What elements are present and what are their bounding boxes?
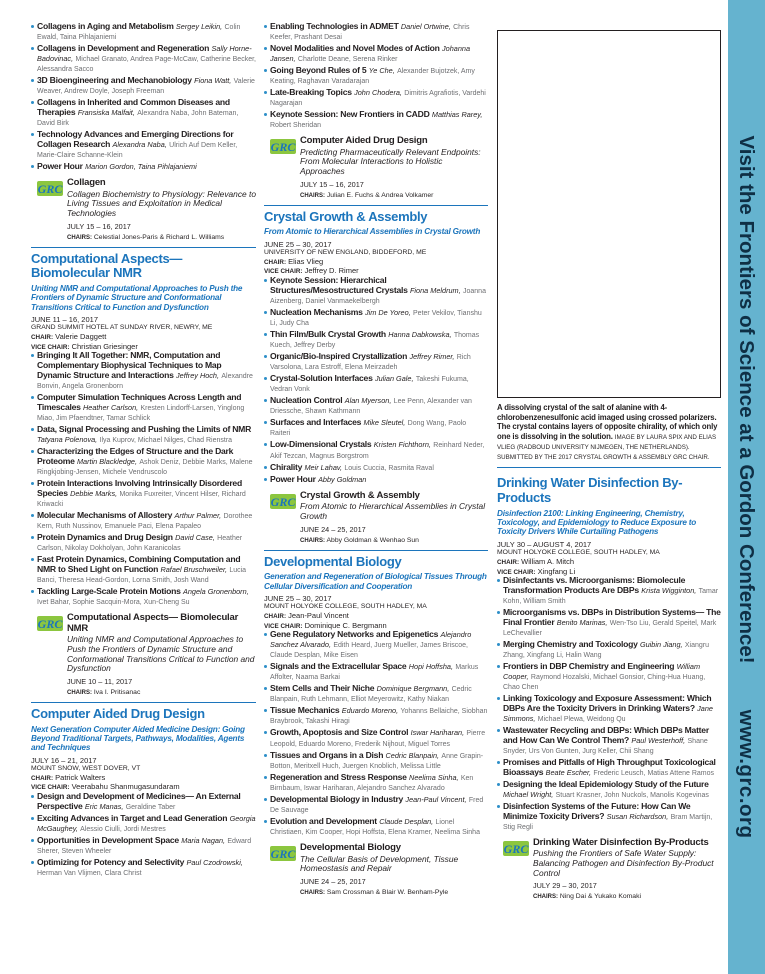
session-chair: Fransiska Malfait,: [77, 108, 135, 118]
session-chair: Paul Czodrowski,: [186, 857, 243, 867]
session-title: Frontiers in DBP Chemistry and Engineering: [503, 661, 675, 672]
column-3: [497, 22, 721, 906]
grc-logo-icon: [270, 844, 296, 864]
session-item: [264, 630, 488, 660]
session-chair: Eric Manas,: [84, 801, 124, 811]
session-title: Optimizing for Potency and Selectivity: [37, 856, 185, 867]
session-chair: Dominique Bergmann,: [376, 684, 450, 694]
session-chair: Georgia McGaughey,: [37, 813, 256, 833]
seminar-subtitle: Predicting Pharmaceutically Relevant Endpoints: From Molecular Interactions to Holistic Approaches: [300, 146, 481, 177]
session-item: [31, 162, 256, 172]
session-title: Disinfectants vs. Microorganisms: Biomolecule Transformation Products Are DBPs: [503, 575, 686, 595]
session-item: [264, 475, 488, 485]
session-speakers: Edith Heard, Juerg Mueller, James Briscoe, Claude Desplan, Mike Eisen: [270, 642, 468, 660]
session-item: [264, 110, 488, 130]
session-speakers: Alexandra Naba, John Bateman, David Birk: [37, 110, 239, 128]
session-chair: Marion Gordon, Taina Pihlajaniemi: [85, 162, 197, 172]
session-title: Tissue Mechanics: [270, 705, 340, 716]
session-title: Opportunities in Development Space: [37, 834, 179, 845]
seminar-subtitle: Collagen Biochemistry to Physiology: Relevance to Living Tissues and Exploitation in Medical Technologies: [67, 188, 256, 219]
session-speakers: Lucia Banci, Theresa Head-Gordon, Lorna Smith, Josh Wand: [37, 567, 247, 585]
nmr-sessions: [31, 351, 256, 607]
session-speakers: Fred De Sauvage: [270, 796, 484, 814]
session-item: [31, 858, 256, 878]
session-title: Computer Simulation Techniques Across Length and Timescales: [37, 392, 242, 413]
session-title: Organic/Bio-Inspired Crystallization: [270, 351, 408, 362]
session-chair: Hanna Dabkowska,: [388, 330, 452, 339]
session-chair: Krista Wigginton,: [641, 585, 697, 595]
session-title: Developmental Biology in Industry: [270, 793, 404, 804]
session-speakers: Bram Martijn, Stig Regli: [503, 813, 713, 831]
session-speakers: Michael Plewa, Weidong Qu: [537, 715, 626, 723]
session-speakers: Charlotte Deane, Serena Rinker: [297, 55, 398, 63]
seminar-title: Crystal Growth & Assembly: [300, 489, 420, 501]
cadd-sessions: [31, 792, 256, 878]
session-item: [31, 792, 256, 812]
session-speakers: Dorothee Kern, Ruth Nussinov, Emanuele Paci, Elena Papaleo: [37, 513, 253, 531]
session-title: Power Hour: [270, 473, 316, 484]
session-speakers: Kresten Lindorff-Larsen, Yinglong Miao, Jim Pfaendtner, Tamar Schlick: [37, 405, 245, 423]
session-chair: Daniel Ortwine,: [400, 22, 451, 31]
session-item: [31, 814, 256, 834]
session-title: Surfaces and Interfaces: [270, 417, 362, 428]
session-speakers: Lionel Christiaen, Kim Cooper, Hopi Hoffsta, Elena Kramer, Neelima Sinha: [270, 818, 480, 836]
session-title: Collagens in Inherited and Common Diseases and Therapies: [37, 97, 230, 118]
session-speakers: Edward Sherer, Steven Wheeler: [37, 837, 252, 855]
session-item: [264, 330, 488, 350]
session-title: Merging Chemistry and Toxicology: [503, 639, 638, 649]
session-item: [497, 576, 721, 606]
session-chair: Julian Gale,: [374, 374, 414, 384]
session-speakers: Anne Grapin-Botton, Meritxell Huch, Juergen Knoblich, Melissa Little: [270, 752, 484, 770]
session-title: Signals and the Extracellular Space: [270, 661, 407, 672]
grc-logo-icon: [37, 614, 63, 634]
session-chair: Matthias Rarey,: [431, 110, 483, 120]
session-title: Going Beyond Rules of 5: [270, 65, 367, 76]
session-speakers: Louis Cuccia, Rasmita Raval: [344, 464, 434, 472]
session-speakers: Monika Fuxreiter, Vincent Hilser, Richard Kriwacki: [37, 490, 246, 508]
column-2: [264, 22, 488, 902]
session-item: [264, 751, 488, 771]
seminar-chairs: CHAIRS: Celestial Jones-Paris & Richard L. Williams: [67, 233, 225, 241]
session-item: [497, 758, 721, 778]
session-item: [264, 662, 488, 682]
session-title: Designing the Ideal Epidemiology Study of the Future: [503, 778, 709, 789]
conference-meta: JUNE 11 – 16, 2017 GRAND SUMMIT HOTEL AT SUNDAY RIVER, NEWRY, ME CHAIR: Valerie Daggett VICE CHAIR: Christian Griesinger: [31, 315, 213, 351]
session-speakers: Wen-Tso Liu, Gerald Speitel, Mark LeChevallier: [503, 619, 717, 637]
session-speakers: Dimitris Agrafiotis, Vardehi Nagarajan: [270, 90, 486, 108]
divider: [264, 205, 488, 206]
session-item: [264, 463, 488, 473]
session-chair: Susan Richardson,: [606, 811, 669, 821]
session-title: Collagens in Aging and Metabolism: [37, 21, 174, 31]
session-title: Collagens in Development and Regeneration: [37, 43, 210, 54]
session-chair: Sergey Leikin,: [175, 22, 223, 31]
session-speakers: Valerie Weaver, Andrew Doyle, Joseph Freeman: [37, 78, 255, 96]
session-chair: Jim De Yoreo,: [364, 307, 411, 317]
session-speakers: Ilya Kuprov, Michael Nilges, Chad Rienstra: [99, 437, 233, 445]
session-item: [31, 555, 256, 585]
session-item: [31, 511, 256, 531]
session-item: [264, 374, 488, 394]
seminar-dates: JULY 15 – 16, 2017: [67, 221, 131, 231]
session-speakers: Ken Birnbaum, Iswar Hariharan, Alejandro Sanchez Alvarado: [270, 774, 474, 792]
session-item: [264, 440, 488, 460]
conference-subtitle: Uniting NMR and Computational Approaches to Push the Frontiers of Dynamic Structure and Conformational Transitions Critical to Function and Dysfunction: [31, 283, 243, 312]
session-title: Fast Protein Dynamics, Combining Computation and NMR to Shed Light on Function: [37, 554, 241, 575]
seminar-dates: JUNE 24 – 25, 2017: [300, 524, 366, 534]
conference-meta: JULY 16 – 21, 2017 MOUNT SNOW, WEST DOVER, VT CHAIR: Patrick Walters VICE CHAIR: Veerabahu Shanmugasundaram: [31, 755, 180, 792]
session-chair: Meir Lahav,: [304, 462, 343, 472]
session-item: [497, 802, 721, 832]
session-chair: Sally Horne-Badovinac,: [37, 44, 252, 63]
session-title: Thin Film/Bulk Crystal Growth: [270, 329, 386, 339]
session-speakers: Robert Sheridan: [270, 122, 321, 130]
session-chair: Alan Myerson,: [344, 396, 392, 406]
session-item: [31, 22, 256, 42]
session-item: [31, 351, 256, 391]
seminar-subtitle: The Cellular Basis of Development, Tissue Homeostasis and Repair: [300, 853, 459, 874]
svg-text:GRC: GRC: [37, 617, 63, 632]
session-item: [31, 425, 256, 445]
divider: [31, 702, 256, 703]
session-chair: Maria Nagan,: [181, 835, 226, 845]
crystal-photo: [497, 30, 721, 398]
grc-logo-icon: [37, 179, 63, 199]
sidebar-tagline: Visit the Frontiers of Science at a Gordon Conference!: [735, 135, 758, 664]
session-title: Protein Dynamics and Drug Design: [37, 532, 173, 543]
session-title: Bringing It All Together: NMR, Computation and Complementary Biophysical Techniques to Map Dynamic Structure and Interactions: [37, 350, 222, 381]
seminar-title: Collagen: [67, 177, 106, 189]
session-chair: Beate Escher,: [545, 767, 592, 777]
seminar-subtitle: Uniting NMR and Computational Approaches to Push the Frontiers of Dynamic Structure and Conformational Transitions Critical to Function and Dysfunction: [67, 634, 255, 674]
session-chair: Paul Westerhoff,: [631, 735, 686, 745]
session-speakers: Ashok Deniz, Debbie Marks, Malene Ringkjobing-Jensen, Michele Vendruscolo: [37, 458, 253, 476]
session-title: Protein Interactions Involving Intrinsically Disordered Species: [37, 478, 242, 498]
conference-meta: JUNE 25 – 30, 2017 UNIVERSITY OF NEW ENGLAND, BIDDEFORD, ME CHAIR: Elias Vlieg VICE CHAIR: Jeffrey D. Rimer: [264, 239, 427, 276]
conference-heading: Computational Aspects— Biomolecular NMR: [31, 250, 183, 281]
session-speakers: Heather Carlson, Nikolay Dokholyan, John Karanicolas: [37, 535, 243, 553]
seminar-dates: JUNE 10 – 11, 2017: [67, 676, 133, 686]
session-chair: Benito Marinas,: [556, 617, 608, 627]
session-chair: Cedric Blanpain,: [385, 750, 440, 760]
session-speakers: Michael Granato, Andrea Page-McCaw, Catherine Becker, Alessandra Sacco: [37, 55, 256, 74]
session-item: [31, 76, 256, 96]
session-item: [264, 706, 488, 726]
session-speakers: Ivet Bahar, Sophie Sacquin-Mora, Xun-Cheng Su: [37, 599, 190, 607]
sidebar-url[interactable]: www.grc.org: [735, 709, 758, 839]
sidebar-band: [728, 0, 765, 974]
session-chair: Jeffrey Hoch,: [176, 371, 220, 381]
session-chair: Claude Desplan,: [379, 816, 434, 826]
session-speakers: Ulrich Auf Dem Keller, Marie-Claire Schanne-Klein: [37, 142, 238, 160]
session-title: Crystal-Solution Interfaces: [270, 373, 373, 384]
photo-caption: A dissolving crystal of the salt of alanine with 4-chlorobenzenesulfonic acid imaged using crossed polarizers. The crystal contains layers of opposite chirality, of which only one is dissolving in the solution. IMAGE BY LAURA SPIX AND ELIAS VLIEG (RADBOUD UNIVERSITY NIJMEGEN, THE NETHERLANDS). SUBMITTED BY THE 2017 CRYSTAL GROWTH & ASSEMBLY GRC CHAIR.: [497, 403, 718, 461]
divider: [497, 467, 721, 468]
session-title: Late-Breaking Topics: [270, 87, 352, 98]
seminar-subtitle: From Atomic to Hierarchical Assemblies in Crystal Growth: [300, 501, 486, 521]
seminar-title: Computer Aided Drug Design: [300, 135, 428, 147]
session-title: Low-Dimensional Crystals: [270, 439, 372, 450]
session-title: Tissues and Organs in a Dish: [270, 749, 384, 760]
session-chair: Johanna Jansen,: [270, 44, 470, 63]
session-item: [31, 587, 256, 607]
divider: [31, 247, 256, 248]
water-seminar-box: [497, 838, 721, 901]
conference-subtitle: From Atomic to Hierarchical Assemblies in Crystal Growth: [264, 227, 481, 237]
session-speakers: Peter Vekilov, Tianshu Li, Judy Cha: [270, 309, 482, 327]
grc-logo-icon: [270, 137, 296, 157]
session-item: [264, 795, 488, 815]
conference-subtitle: Next Generation Computer Aided Medicine Design: Going Beyond Traditional Targets, Pathways, Modalities, Agents and Techniques: [31, 724, 245, 753]
session-speakers: Alessio Ciulli, Jordi Mestres: [80, 825, 166, 833]
session-title: Keynote Session: New Frontiers in CADD: [270, 109, 430, 120]
session-title: Enabling Technologies in ADMET: [270, 21, 399, 31]
session-chair: John Chodera,: [354, 88, 402, 98]
seminar-chairs: CHAIRS: Ning Dai & Yukako Komaki: [533, 893, 641, 901]
session-title: Molecular Mechanisms of Allostery: [37, 510, 173, 521]
session-title: 3D Bioengineering and Mechanobiology: [37, 75, 192, 86]
conference-heading: Computer Aided Drug Design: [31, 705, 205, 721]
session-item: [264, 276, 488, 306]
session-title: Tackling Large-Scale Protein Motions: [37, 586, 181, 597]
session-title: Linking Toxicology and Exposure Assessment: Which DBPs Are the Toxicity Drivers in Drinking Waters?: [503, 693, 712, 713]
session-item: [497, 694, 721, 724]
seminar-dates: JUNE 24 – 25, 2017: [300, 876, 366, 886]
session-speakers: Takeshi Fukuma, Vedran Vonk: [270, 376, 469, 394]
session-chair: Hopi Hoffsha,: [408, 662, 453, 672]
svg-text:GRC: GRC: [503, 841, 529, 856]
session-chair: David Case,: [175, 533, 215, 543]
svg-text:GRC: GRC: [270, 846, 296, 861]
collagen-seminar-box: [31, 178, 256, 241]
session-chair: Rafael Bruschweiler,: [160, 565, 227, 575]
session-item: [264, 88, 488, 108]
session-item: [264, 22, 488, 42]
session-item: [31, 44, 256, 74]
session-item: [264, 44, 488, 64]
seminar-title: Drinking Water Disinfection By-Products: [533, 836, 709, 848]
session-chair: Fiona Meldrum,: [409, 285, 461, 295]
svg-text:GRC: GRC: [270, 140, 296, 155]
session-item: [264, 684, 488, 704]
session-item: [264, 308, 488, 328]
session-title: Wastewater Recycling and DBPs: Which DBPs Matter and How Can We Control Them?: [503, 724, 709, 745]
session-speakers: Lee Penn, Alexander van Driessche, Shawn Kathmann: [270, 398, 472, 416]
session-chair: Eduardo Moreno,: [341, 706, 399, 716]
session-speakers: Alexander Bujotzek, Amy Keating, Raghavan Varadarajan: [270, 68, 475, 86]
session-speakers: Pierre Leopold, Eduardo Moreno, Frederik Nijhout, Miguel Torres: [270, 730, 486, 748]
cadd-sessions-continued: [264, 22, 488, 130]
session-title: Nucleation Control: [270, 395, 343, 406]
session-title: Technology Advances and Emerging Directions for Collagen Research: [37, 129, 234, 149]
session-title: Regeneration and Stress Response: [270, 771, 407, 782]
photo-credit: IMAGE BY LAURA SPIX AND ELIAS VLIEG (RADBOUD UNIVERSITY NIJMEGEN, THE NETHERLANDS). SUBMITTED BY THE 2017 CRYSTAL GROWTH & ASSEMBLY GRC CHAIR.: [497, 434, 717, 461]
session-speakers: Shane Snyder, Urs Von Gunten, Jurg Keller, Chii Shang: [503, 737, 708, 755]
session-title: Gene Regulatory Networks and Epigenetics: [270, 629, 439, 640]
session-title: Design and Development of Medicines— An External Perspective: [37, 791, 241, 811]
session-speakers: Alexandre Bonvin, Angela Gronenborn: [37, 373, 253, 391]
seminar-chairs: CHAIRS: Julian E. Fuchs & Andrea Volkamer: [300, 191, 434, 199]
nmr-seminar-box: [31, 613, 256, 696]
conference-meta: JULY 30 – AUGUST 4, 2017 MOUNT HOLYOKE COLLEGE, SOUTH HADLEY, MA CHAIR: William A. Mitch VICE CHAIR: Xingfang Li: [497, 539, 660, 576]
session-title: Data, Signal Processing and Pushing the Limits of NMR: [37, 424, 252, 435]
divider: [264, 550, 488, 551]
session-item: [31, 130, 256, 160]
cadd-seminar-box: [264, 136, 488, 199]
grc-logo-icon: [270, 492, 296, 512]
session-chair: Jeffrey Rimer,: [409, 352, 455, 362]
collagen-sessions: [31, 22, 256, 172]
session-chair: Michael Wright,: [503, 789, 554, 799]
conference-heading: Developmental Biology: [264, 553, 402, 569]
seminar-chairs: CHAIRS: Iva I. Pritisanac: [67, 688, 141, 696]
svg-text:GRC: GRC: [37, 182, 63, 197]
session-title: Power Hour: [37, 161, 83, 172]
session-title: Keynote Session: Hierarchical Structures/Mesostructured Crystals: [270, 274, 408, 295]
session-chair: Martin Blackledge,: [76, 456, 137, 466]
session-speakers: Thomas Kuech, Jeffrey Derby: [270, 332, 480, 350]
session-item: [497, 662, 721, 692]
session-speakers: Colin Ewald, Taina Pihlajaniemi: [37, 24, 241, 42]
session-chair: William Cooper,: [503, 662, 701, 681]
session-item: [264, 773, 488, 793]
session-title: Promises and Pitfalls of High Throughput Toxicological Bioassays: [503, 756, 716, 777]
session-title: Disinfection Systems of the Future: How Can We Minimize Toxicity Drivers?: [503, 800, 691, 821]
session-item: [264, 352, 488, 372]
seminar-dates: JULY 29 – 30, 2017: [533, 881, 597, 891]
grc-logo-icon: [503, 839, 529, 859]
session-chair: Neelima Sinha,: [409, 772, 459, 782]
session-speakers: Cedric Blanpain, Ruth Lehmann, Elliot Meyerowitz, Kathy Niakan: [270, 686, 472, 704]
session-item: [264, 418, 488, 438]
session-chair: Tatyana Polenova,: [37, 435, 98, 445]
session-item: [497, 780, 721, 800]
session-chair: Angela Gronenborn,: [182, 587, 249, 597]
seminar-subtitle: Pushing the Frontiers of Safe Water Supply: Balancing Pathogen and Disinfection By-Product Control: [533, 848, 714, 878]
conference-meta: JUNE 25 – 30, 2017 MOUNT HOLYOKE COLLEGE, SOUTH HADLEY, MA CHAIR: Jean-Paul Vincent VICE CHAIR: Dominique C. Bergmann: [264, 593, 427, 630]
svg-text:GRC: GRC: [270, 494, 296, 509]
session-item: [31, 447, 256, 477]
session-chair: Jean-Paul Vincent,: [405, 794, 467, 804]
crystal-sessions: [264, 276, 488, 485]
session-item: [264, 66, 488, 86]
seminar-chairs: CHAIRS: Abby Goldman & Wenhao Sun: [300, 536, 419, 544]
session-item: [31, 479, 256, 509]
conference-subtitle: Disinfection 2100: Linking Engineering, Chemistry, Toxicology, and Epidemiology to Reduce Exposure to Toxicity Drivers While Curtailing Pathogens: [497, 508, 697, 537]
session-chair: Arthur Palmer,: [174, 511, 222, 521]
session-speakers: Markus Affolter, Naama Barkai: [270, 664, 479, 682]
session-item: [31, 98, 256, 128]
conference-heading: Drinking Water Disinfection By-Products: [497, 475, 683, 505]
session-chair: Abby Goldman: [318, 474, 367, 484]
session-chair: Alexandra Naba,: [112, 140, 167, 149]
session-item: [264, 396, 488, 416]
session-chair: Ye Che,: [368, 66, 395, 76]
devbio-seminar-box: [264, 843, 488, 896]
session-speakers: Tamar Kohn, William Smith: [503, 587, 719, 605]
session-speakers: Reinhard Neder, Akif Tezcan, Magnus Borgstrom: [270, 442, 485, 460]
session-speakers: Yohanns Bellaiche, Siobhan Braybrook, Takashi Hiragi: [270, 708, 488, 726]
session-chair: Alejandro Sanchez Alvarado,: [270, 630, 472, 650]
session-chair: Kristen Fichthorn,: [373, 440, 431, 450]
session-speakers: Dong Wang, Paolo Raiteri: [270, 420, 467, 438]
session-speakers: Raymond Hozalski, Michael Gonsior, Ching-Hua Huang, Chao Chen: [503, 673, 706, 692]
session-chair: Debbie Marks,: [70, 488, 118, 498]
session-speakers: Geraldine Taber: [125, 803, 176, 811]
crystal-seminar-box: [264, 491, 488, 544]
session-speakers: Frederic Leusch, Matias Attene Ramos: [593, 769, 714, 777]
session-title: Exciting Advances in Target and Lead Generation: [37, 812, 228, 823]
session-title: Evolution and Development: [270, 815, 377, 826]
session-chair: Iswar Hariharan,: [410, 728, 465, 738]
session-speakers: Chris Keefer, Prashant Desai: [270, 24, 470, 42]
session-speakers: Herman Van Vlijmen, Clara Christ: [37, 869, 142, 877]
session-title: Stem Cells and Their Niche: [270, 683, 375, 694]
session-item: [497, 640, 721, 660]
session-title: Growth, Apoptosis and Size Control: [270, 727, 409, 738]
session-item: [497, 608, 721, 638]
seminar-title: Developmental Biology: [300, 841, 401, 853]
session-chair: Mike Sleutel,: [363, 418, 406, 428]
session-item: [264, 817, 488, 837]
session-chair: Guibin Jiang,: [639, 640, 683, 649]
seminar-chairs: CHAIRS: Sam Crossman & Blair W. Benham-Pyle: [300, 888, 449, 896]
session-chair: Heather Carlson,: [83, 403, 139, 413]
seminar-dates: JULY 15 – 16, 2017: [300, 179, 364, 189]
session-chair: Jane Simmons,: [503, 703, 713, 723]
session-speakers: Rich Varsolona, Lara Estroff, Elena Meirzadeh: [270, 354, 471, 372]
column-1: [31, 22, 256, 880]
session-speakers: Xiangru Zhang, Xingfang Li, Halin Wang: [503, 642, 710, 660]
session-speakers: Joanna Aizenberg, Daniel Vanmaekelbergh: [270, 287, 486, 305]
session-title: Chirality: [270, 461, 303, 472]
session-title: Microorganisms vs. DBPs in Distribution Systems— The Final Frontier: [503, 607, 721, 627]
session-item: [497, 726, 721, 756]
seminar-title: Computational Aspects— Biomolecular NMR: [67, 612, 239, 634]
session-item: [31, 393, 256, 423]
session-speakers: Stuart Krasner, John Nuckols, Manolis Kogevinas: [555, 791, 709, 799]
water-sessions: [497, 576, 721, 832]
session-item: [31, 533, 256, 553]
session-chair: Fiona Watt,: [194, 76, 232, 86]
session-title: Novel Modalities and Novel Modes of Action: [270, 43, 440, 54]
session-title: Nucleation Mechanisms: [270, 306, 363, 317]
session-item: [264, 728, 488, 748]
session-title: Characterizing the Edges of Structure and the Dark Proteome: [37, 446, 234, 466]
conference-subtitle: Generation and Regeneration of Biological Tissues Through Cellular Diversification and Cooperation: [264, 572, 487, 591]
session-item: [31, 836, 256, 856]
sidebar-text: [734, 135, 758, 838]
conference-heading: Crystal Growth & Assembly: [264, 208, 428, 224]
devbio-sessions: [264, 630, 488, 837]
